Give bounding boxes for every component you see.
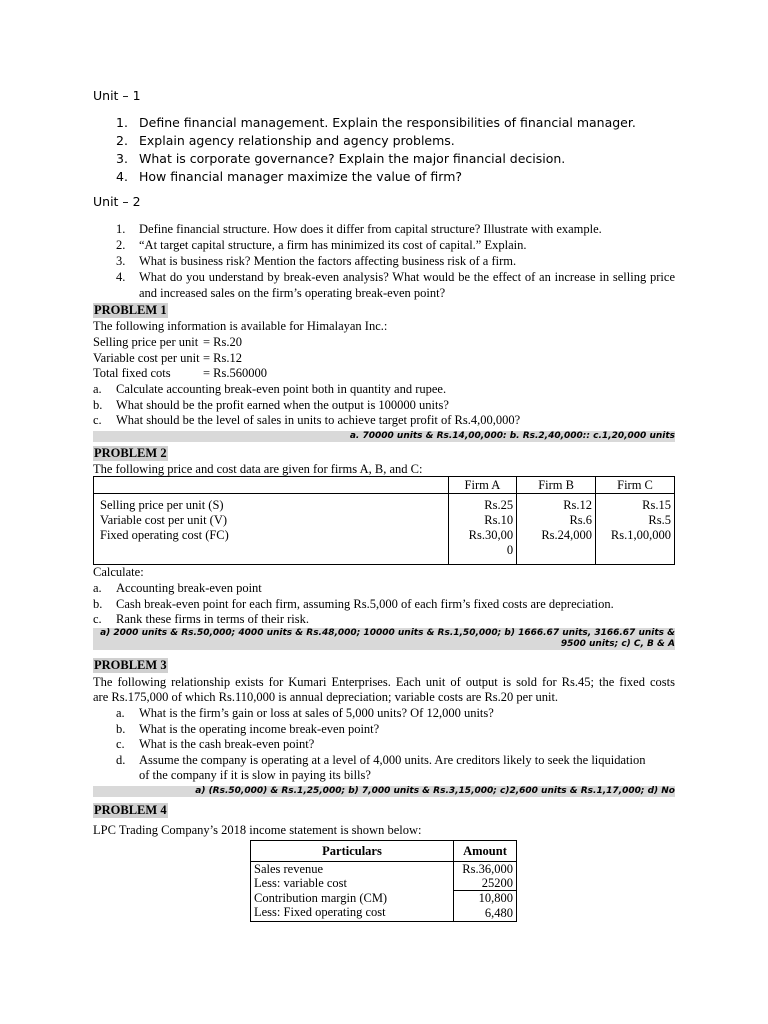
row-labels-cell: Selling price per unit (S) Variable cost per unit (V) Fixed operating cost (FC) <box>94 494 449 565</box>
problem-4-intro: LPC Trading Company’s 2018 income statement is shown below: <box>93 823 422 837</box>
table-header: Particulars <box>251 841 454 862</box>
table-header: Firm B <box>517 477 596 494</box>
firm-c-cell: Rs.15 Rs.5 Rs.1,00,000 <box>596 494 675 565</box>
table-header: Firm C <box>596 477 675 494</box>
firm-cost-table <box>93 476 675 565</box>
problem-3-intro-line-2: are Rs.175,000 of which Rs.110,000 is annual depreciation; variable costs are Rs.20 per unit. <box>93 690 559 704</box>
list-item: 4. How financial manager maximize the value of firm? <box>116 169 463 184</box>
firm-a-cell: Rs.25 Rs.10 Rs.30,00 0 <box>448 494 516 565</box>
table-header-row <box>94 477 675 494</box>
calculate-label: Calculate: <box>93 565 144 579</box>
list-item: 1. Define financial management. Explain the responsibilities of financial manager. <box>116 115 636 130</box>
table-cell: Rs.36,000 <box>454 862 517 877</box>
table-header-row <box>251 841 517 862</box>
list-item: 2. “At target capital structure, a firm has minimized its cost of capital.” Explain. <box>116 238 527 252</box>
list-item-continuation: of the company if it is slow in paying its bills? <box>139 768 371 782</box>
table-row <box>251 862 517 877</box>
table-cell: 25200 <box>454 876 517 891</box>
unit-1-title: Unit – 1 <box>93 88 141 103</box>
list-item: 4. What do you understand by break-even analysis? What would be the effect of an increase in selling price and increased sales on the firm’s operating break-even point? <box>116 270 675 300</box>
unit-2-questions <box>93 221 675 301</box>
table-header: Firm A <box>448 477 516 494</box>
list-item: 1. Define financial structure. How does it differ from capital structure? Illustrate with example. <box>116 222 602 236</box>
problem-3-answer: a) (Rs.50,000) & Rs.1,25,000; b) 7,000 units & Rs.3,15,000; c)2,600 units & Rs.1,17,000; d) No <box>93 786 675 797</box>
unit-1-questions <box>93 114 636 186</box>
firm-b-cell: Rs.12 Rs.6 Rs.24,000 <box>517 494 596 565</box>
table-header: Amount <box>454 841 517 862</box>
table-cell: Contribution margin (CM) <box>251 891 454 906</box>
table-row <box>251 876 517 891</box>
table-cell: Less: Fixed operating cost <box>251 905 454 922</box>
table-row <box>94 494 675 565</box>
table-header <box>94 477 449 494</box>
problem-1-heading: PROBLEM 1 <box>94 303 167 317</box>
table-cell: 6,480 <box>454 905 517 922</box>
table-cell: Less: variable cost <box>251 876 454 891</box>
problem-3-intro-line-1: The following relationship exists for Kumari Enterprises. Each unit of output is sold for Rs.45; the fixed costs <box>93 675 675 689</box>
table-cell: Sales revenue <box>251 862 454 877</box>
problem-2-heading: PROBLEM 2 <box>94 446 167 460</box>
table-row <box>251 905 517 922</box>
table-row <box>251 891 517 906</box>
problem-1-answer: a. 70000 units & Rs.14,00,000: b. Rs.2,40,000:: c.1,20,000 units <box>93 431 675 442</box>
list-item: 2. Explain agency relationship and agency problems. <box>116 133 455 148</box>
fact-row: Selling price per unit = Rs.20 <box>93 335 243 349</box>
problem-4-heading: PROBLEM 4 <box>94 803 167 817</box>
list-item: 3. What is business risk? Mention the factors affecting business risk of a firm. <box>116 254 517 268</box>
income-statement-table <box>250 840 517 922</box>
problem-2-answer: a) 2000 units & Rs.50,000; 4000 units & Rs.48,000; 10000 units & Rs.1,50,000; b) 1666.67 units, 3166.67 units & 9500 units; c) C, B & A <box>93 628 675 650</box>
list-item: 3. What is corporate governance? Explain the major financial decision. <box>116 151 566 166</box>
problem-2-intro: The following price and cost data are given for firms A, B, and C: <box>93 462 423 476</box>
unit-2-title: Unit – 2 <box>93 194 141 209</box>
problem-3-heading: PROBLEM 3 <box>94 658 167 672</box>
fact-row: Total fixed cots = Rs.560000 <box>93 366 268 380</box>
fact-row: Variable cost per unit = Rs.12 <box>93 351 243 365</box>
problem-1-intro: The following information is available for Himalayan Inc.: <box>93 319 388 333</box>
table-cell: 10,800 <box>454 891 517 906</box>
